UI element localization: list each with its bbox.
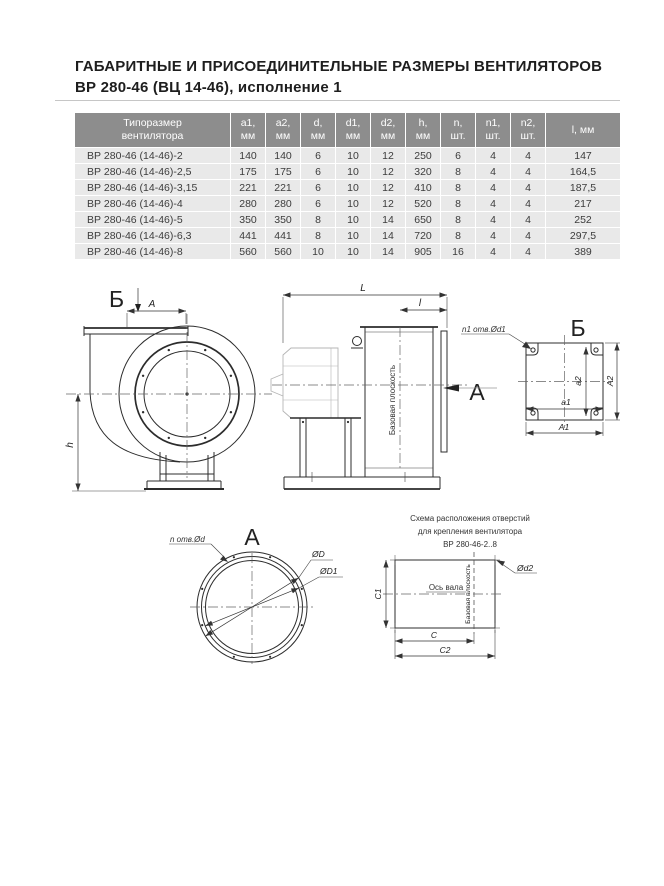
cell-value: 14 [371, 244, 406, 260]
table-row [75, 212, 621, 228]
cell-value: 720 [406, 228, 441, 244]
table-row [75, 164, 621, 180]
inlet-view-label: А [244, 524, 260, 550]
main-drawings [0, 280, 664, 702]
cell-value: 4 [476, 244, 511, 260]
cell-model: ВР 280-46 (14-46)-6,3 [75, 228, 231, 244]
col-header-d1 [336, 113, 371, 148]
cell-value: 560 [231, 244, 266, 260]
cell-value: 6 [441, 148, 476, 164]
cell-value: 187,5 [546, 180, 621, 196]
front-view-drawing [65, 286, 272, 491]
col-header-h [406, 113, 441, 148]
col-header-text: a2, [275, 117, 291, 129]
cell-value: 4 [511, 212, 546, 228]
col-header-text: d, [313, 117, 323, 129]
cell-value: 4 [476, 164, 511, 180]
cell-value: 8 [441, 180, 476, 196]
scheme-title-line3: ВР 280-46-2..8 [443, 540, 497, 549]
col-header-d2 [371, 113, 406, 148]
cell-value: 12 [371, 148, 406, 164]
cell-value: 441 [231, 228, 266, 244]
view-b-label: Б [570, 315, 586, 341]
page-title-line1: ГАБАРИТНЫЕ И ПРИСОЕДИНИТЕЛЬНЫЕ РАЗМЕРЫ ВЕНТИЛЯТОРОВ [75, 58, 603, 75]
cell-value: 175 [231, 164, 266, 180]
motor-outline [283, 348, 338, 418]
cell-value: 905 [406, 244, 441, 260]
cell-value: 560 [266, 244, 301, 260]
cell-value: 320 [406, 164, 441, 180]
flange-view-b-drawing [461, 315, 620, 436]
cell-value: 520 [406, 196, 441, 212]
cell-value: 280 [231, 196, 266, 212]
cell-value: 8 [441, 196, 476, 212]
dim-label-h: h [65, 442, 76, 448]
divider-line [55, 100, 620, 101]
cell-value: 4 [511, 196, 546, 212]
cell-value: 10 [336, 228, 371, 244]
col-header-text: мм [275, 130, 291, 142]
cell-value: 8 [301, 228, 336, 244]
cell-model: ВР 280-46 (14-46)-2 [75, 148, 231, 164]
cell-value: 252 [546, 212, 621, 228]
table-row [75, 180, 621, 196]
cell-value: 12 [371, 180, 406, 196]
col-header-text: n1, [485, 117, 501, 129]
scheme-title-line2: для крепления вентилятора [417, 527, 523, 536]
cell-value: 4 [511, 180, 546, 196]
motor-support [300, 418, 351, 477]
base-plane-label: Базовая плоскость [388, 364, 397, 436]
cell-value: 389 [546, 244, 621, 260]
dim-label-C: C [430, 630, 438, 640]
col-header-text: шт. [450, 130, 466, 142]
cell-value: 10 [336, 212, 371, 228]
col-header-text: шт. [520, 130, 536, 142]
cell-value: 164,5 [546, 164, 621, 180]
dim-label-A: A [148, 299, 156, 310]
cell-value: 8 [301, 212, 336, 228]
col-header-text: a1, [240, 117, 256, 129]
col-header-text: l, мм [571, 123, 595, 136]
page-title [75, 56, 615, 98]
col-header-n [441, 113, 476, 148]
cell-value: 10 [336, 196, 371, 212]
col-header-text: вентилятора [121, 130, 184, 142]
view-b-direction-label: Б [109, 286, 125, 312]
dim-label-a2: a2 [573, 376, 583, 386]
mounting-holes-scheme [373, 514, 537, 659]
cell-model: ВР 280-46 (14-46)-2,5 [75, 164, 231, 180]
col-header-text: n, [453, 117, 463, 129]
cell-value: 8 [441, 228, 476, 244]
cell-value: 4 [476, 228, 511, 244]
col-header-text: n2, [520, 117, 536, 129]
cell-value: 280 [266, 196, 301, 212]
cell-value: 217 [546, 196, 621, 212]
cell-value: 4 [476, 148, 511, 164]
view-a-arrow [443, 379, 497, 405]
cell-value: 4 [511, 164, 546, 180]
cell-value: 650 [406, 212, 441, 228]
cell-value: 4 [511, 244, 546, 260]
col-header-text: h, [418, 117, 428, 129]
cell-model: ВР 280-46 (14-46)-8 [75, 244, 231, 260]
cell-value: 140 [231, 148, 266, 164]
orientation-diagrams [0, 700, 664, 840]
scheme-title-line1: Схема расположения отверстий [410, 514, 530, 523]
table-row [75, 244, 621, 260]
cell-value: 10 [336, 148, 371, 164]
cell-value: 4 [511, 228, 546, 244]
col-header-n1 [476, 113, 511, 148]
col-header-text: d2, [380, 117, 396, 129]
cell-value: 297,5 [546, 228, 621, 244]
col-header-text: мм [345, 130, 361, 142]
cell-value: 10 [336, 180, 371, 196]
scheme-base-plane-label: Базовая плоскость [465, 564, 472, 624]
cell-value: 14 [371, 228, 406, 244]
cell-value: 4 [476, 212, 511, 228]
table-row [75, 196, 621, 212]
cell-value: 6 [301, 148, 336, 164]
cell-value: 4 [476, 196, 511, 212]
col-header-text: мм [310, 130, 326, 142]
table-row [75, 228, 621, 244]
cell-value: 14 [371, 212, 406, 228]
col-header-a2 [266, 113, 301, 148]
cell-model: ВР 280-46 (14-46)-3,15 [75, 180, 231, 196]
cell-value: 350 [231, 212, 266, 228]
cell-value: 6 [301, 196, 336, 212]
dim-label-L: L [360, 283, 366, 294]
inlet-holes-note: n отв.Ød [170, 535, 205, 544]
view-a-label: А [469, 379, 485, 405]
col-header-a1 [231, 113, 266, 148]
cell-value: 10 [336, 244, 371, 260]
cell-value: 221 [266, 180, 301, 196]
cell-value: 6 [301, 164, 336, 180]
cell-value: 350 [266, 212, 301, 228]
dimensions-table [74, 112, 621, 260]
dim-label-D: ØD [312, 549, 325, 559]
table-row [75, 148, 621, 164]
dim-label-a1: a1 [561, 397, 571, 407]
col-header-d [301, 113, 336, 148]
dim-label-D1: ØD1 [320, 566, 338, 576]
cell-value: 4 [476, 180, 511, 196]
cell-value: 12 [371, 164, 406, 180]
col-header-l [546, 113, 621, 148]
cell-model: ВР 280-46 (14-46)-5 [75, 212, 231, 228]
table-header-row [75, 113, 621, 148]
dim-label-C1: C1 [373, 588, 383, 600]
side-view-drawing [271, 283, 468, 489]
cell-value: 147 [546, 148, 621, 164]
cell-value: 8 [441, 212, 476, 228]
col-header-n2 [511, 113, 546, 148]
col-header-text: мм [380, 130, 396, 142]
cell-value: 4 [511, 148, 546, 164]
view-a-arrow-icon [443, 385, 459, 392]
cell-value: 175 [266, 164, 301, 180]
dim-label-C2: C2 [439, 645, 451, 655]
page-title-line2: ВР 280-46 (ВЦ 14-46), исполнение 1 [75, 79, 342, 96]
col-header-text: d1, [345, 117, 361, 129]
cell-value: 6 [301, 180, 336, 196]
dim-label-l: l [418, 298, 422, 309]
cell-value: 12 [371, 196, 406, 212]
col-header-text: мм [240, 130, 256, 142]
col-header-model [75, 113, 231, 148]
cell-value: 221 [231, 180, 266, 196]
cell-value: 140 [266, 148, 301, 164]
cell-value: 410 [406, 180, 441, 196]
col-header-text: Типоразмер [123, 117, 182, 129]
cell-value: 441 [266, 228, 301, 244]
cell-value: 10 [336, 164, 371, 180]
cell-model: ВР 280-46 (14-46)-4 [75, 196, 231, 212]
flange-holes-note: n1 отв.Ød1 [462, 325, 506, 334]
shaft-axis-label: Ось вала [428, 583, 464, 592]
dim-label-d2: Ød2 [517, 563, 534, 573]
inlet-view-a-drawing [169, 524, 343, 664]
size-table-body [75, 148, 621, 260]
col-header-text: шт. [485, 130, 501, 142]
dim-label-A2: A2 [605, 375, 615, 387]
dim-label-A1: A1 [558, 422, 570, 432]
cell-value: 16 [441, 244, 476, 260]
cell-value: 250 [406, 148, 441, 164]
col-header-text: мм [415, 130, 431, 142]
cell-value: 8 [441, 164, 476, 180]
cell-value: 10 [301, 244, 336, 260]
